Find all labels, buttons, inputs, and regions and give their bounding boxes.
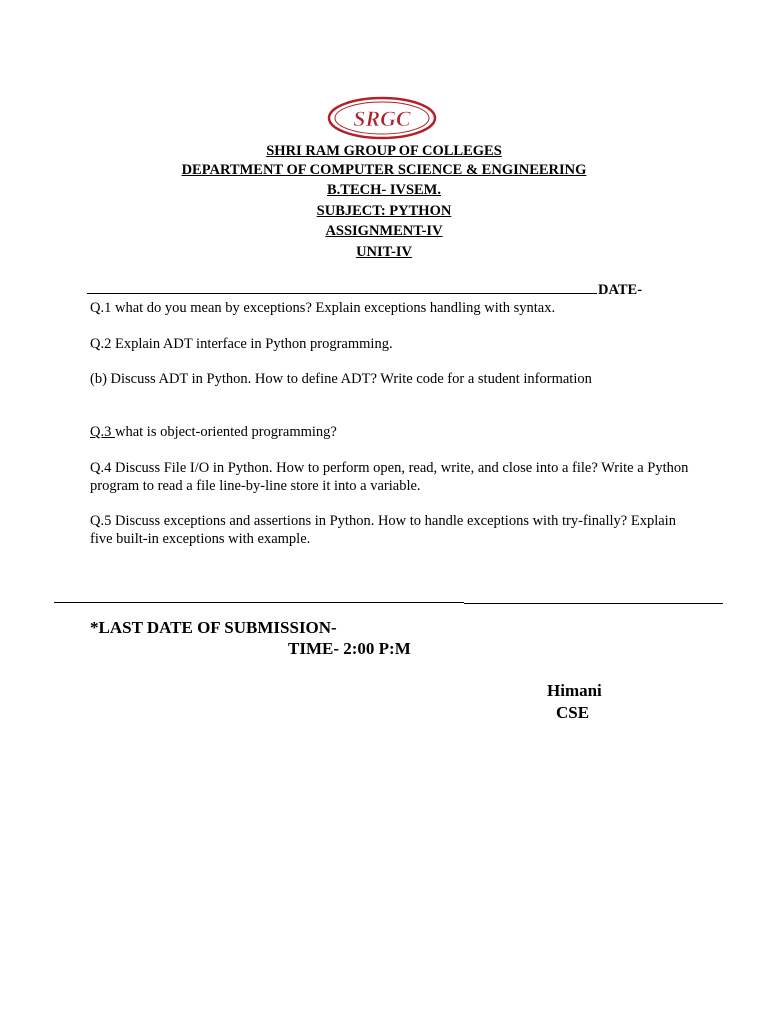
question-3 — [90, 423, 690, 441]
last-date-of-submission: *LAST DATE OF SUBMISSION- — [90, 618, 337, 637]
college-name: SHRI RAM GROUP OF COLLEGES — [266, 143, 502, 159]
question-2: Q.2 Explain ADT interface in Python programming. — [90, 336, 393, 352]
department-name: DEPARTMENT OF COMPUTER SCIENCE & ENGINEERING — [181, 162, 587, 178]
question-3-text: what is object-oriented programming? — [114, 424, 337, 440]
signature-name: Himani — [547, 681, 602, 700]
date-label: DATE- — [598, 282, 643, 298]
course-name: B.TECH- IVSEM. — [326, 182, 441, 198]
separator-line — [118, 602, 464, 603]
question-5: Q.5 Discuss exceptions and assertions in Python. How to handle exceptions with try-finally? Explain five built-in exceptions with example. — [90, 513, 676, 547]
separator-line — [464, 603, 723, 604]
assignment-title: ASSIGNMENT-IV — [325, 223, 443, 239]
question-3-number: Q.3 — [90, 424, 115, 440]
svg-text:SRGC: SRGC — [353, 106, 411, 131]
separator-line — [54, 602, 118, 603]
college-logo — [327, 95, 437, 141]
signature-department: CSE — [556, 703, 590, 722]
submission-time: TIME- 2:00 P:M — [288, 639, 411, 658]
subject-name: SUBJECT: PYTHON — [316, 203, 452, 219]
question-2b: (b) Discuss ADT in Python. How to define ADT? Write code for a student information — [90, 371, 592, 387]
question-1: Q.1 what do you mean by exceptions? Explain exceptions handling with syntax. — [90, 300, 556, 316]
unit-title: UNIT-IV — [356, 244, 412, 260]
question-4: Q.4 Discuss File I/O in Python. How to perform open, read, write, and close into a file? Write a Python program to read a file line-by-line store it into a variable. — [90, 460, 689, 494]
date-underline — [87, 283, 597, 294]
